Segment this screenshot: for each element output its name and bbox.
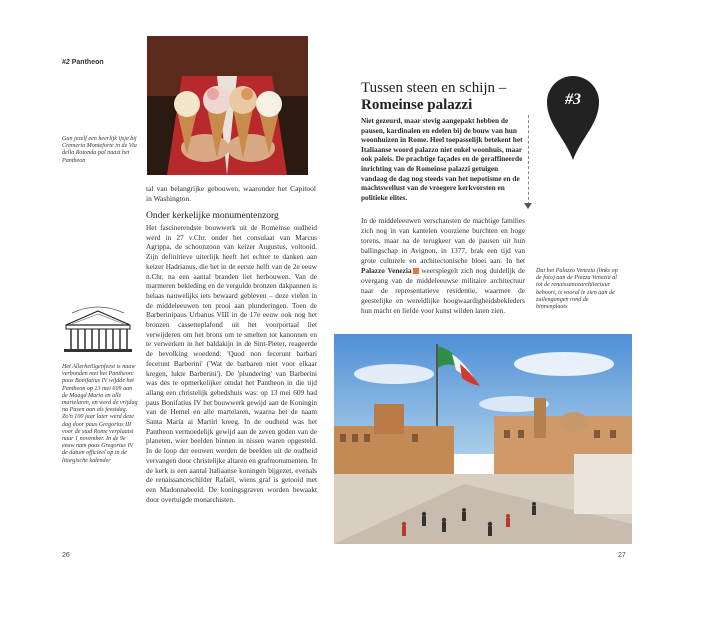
running-head-number: #2 bbox=[62, 59, 70, 66]
pantheon-sketch bbox=[62, 305, 134, 355]
palazzi-body-end: weerspiegelt zich nog duidelijk de overgang van de middeleeuwse militaire architectuur naar de representatieve residentie, waarmee de geestelijke en wereldlijke hoogwaardigheidsbekleders hun macht en liefde voor kunst wilden laten zien. bbox=[361, 266, 526, 315]
gelato-photo bbox=[147, 36, 308, 175]
chapter-lead: Niet gezeurd, maar stevig aangepakt hebben de pausen, kardinalen en edelen bij de bouw van hun woonhuizen in Rome. Heel toepasselijk betekent het Italiaanse woord palazzo niet enkel woonhuis, maar ook paleis. De prachtige façades en de geraffineerde inrichting van de Romeinse palazzi getuigen vandaag de dag nog steeds van het nepotisme en de machtswellust van de vroegere kerkvorsten en politieke elites. bbox=[361, 116, 523, 202]
sketch-caption: Het Allerheiligenfeest is nauw verbonden met het Pantheon: paus Bonifatius IV wijdde het Pantheon op 13 mei 609 aan de Maagd Maria en alle martelaren, en werd de vrijdag na Pasen aan als feestdag. Zo'n 100 jaar later werd deze dag door paus Gregorius III voor de stad Rome verplaatst naar 1 november. In de 9e eeuw nam paus Gregorius IV de datum officieel op in de liturgische kalender bbox=[62, 364, 138, 464]
venezia-caption: Dat het Palazzo Venezia (links op de foto) aan de Piazza Venezia al tot de renaissancearchitectuur behoort, is vooral te zien aan de zuilengangen rond de binnenplaats bbox=[536, 268, 618, 311]
running-head bbox=[62, 59, 104, 66]
page-number-left: 26 bbox=[62, 552, 70, 559]
piazza-venezia-photo bbox=[334, 334, 632, 544]
chapter-title-line2: Romeinse palazzi bbox=[361, 97, 473, 113]
palazzi-body-start: In de middeleeuwen verschansten de machtige families zich nog in van kantelen voorziene burchten en hoge torens, maar na de terugkeer van de pausen uit hun ballingschap in Avignon, in 1377, brak een tijd van grote culturele en architectonische bloei aan. In het bbox=[361, 216, 525, 265]
gelato-caption: Gun jezelf een heerlijk ijsje bij Cremeria Monteforte in de Via della Rotonda pal naast het Pantheon bbox=[62, 136, 137, 164]
lead-rule bbox=[528, 115, 529, 205]
running-head-title: Pantheon bbox=[71, 59, 104, 66]
lead-arrow-icon bbox=[524, 203, 532, 209]
section-subhead: Onder kerkelijke monumentenzorg bbox=[146, 211, 279, 221]
chapter-title-line1: Tussen steen en schijn – bbox=[361, 80, 507, 96]
page-number-right: 27 bbox=[618, 552, 626, 559]
chapter-marker bbox=[545, 74, 601, 162]
palazzo-venezia-term: Palazzo Venezia bbox=[361, 266, 412, 275]
pantheon-body: Het fascinerendste bouwwerk uit de Romeinse oudheid werd in 27 v.Chr. onder het consulaat van Marcus Agrippa, de schoonzoon van keizer Augustus, voltooid. Zijn definitieve uiterlijk heeft het echter te danken aan keizer Hadrianus, die het in de eerste helft van de 2e eeuw n.Chr. na een aantal branden liet herbouwen. Van de marmeren bekleding en de vergulde bronzen dakpannen is helaas nauwelijks iets bewaard gebleven – deze vielen in de middeleeuwen ten prooi aan plunderingen. Toen de Barberinipaus Urbanus VIII in de 17e eeuw ook nog het bronzen cassetteplafond uit het voorportaal liet verwijderen om het brons om te smelten tot kanonnen en te verwerken in het baldakijn in de Sint-Pieter, reageerde de bevolking woedend: 'Quod non fecerunt barbari fecerunt Barberini' ('Wat de barbaren niet voor elkaar kregen, lukte Barberini'). De 'plundering' van Barberini was des te opmerkelijker omdat het Pantheon in die tijd allang een christelijk gebedshuis was: op 13 mei 609 had paus Bonifatius IV het bouwwerk gewijd aan de Koningin van de Hemel en alle martelaren, waarna het de naam Santa Maria ai Martiri kreeg. In de oudheid was het Pantheon vermoedelijk gewijd aan de zeven goden van de planeten, wier beelden binnen in nissen waren opgesteld. In de loop der eeuwen werden de beelden uit de oudheid vervangen door christelijke altaren en grafmonumenten. In de kerk is een aantal Italiaanse koningen bijgezet, evenals de renaissanceschilder Rafaël, wiens graf is getooid met een Madonnabeeld. De koningsgraven worden bewaakt door overtuigde monarchisten. bbox=[146, 224, 317, 504]
chapter-marker-number: #3 bbox=[565, 91, 581, 108]
pantheon-intro: tal van belangrijke gebouwen, waaronder het Capitool in Washington. bbox=[146, 184, 316, 203]
chapter-title bbox=[361, 80, 531, 114]
palazzi-body bbox=[361, 216, 525, 316]
